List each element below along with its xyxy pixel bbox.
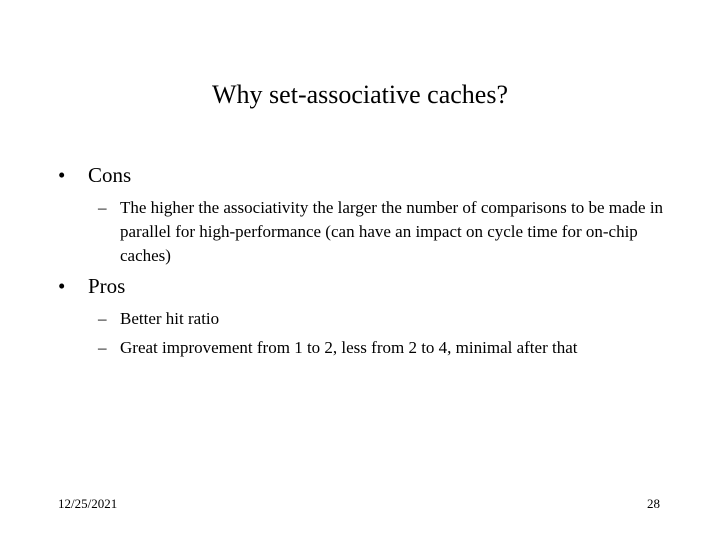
cons-item-text: The higher the associativity the larger the number of comparisons to be made in parallel for high-performance (can have an impact on cycle time for on-chip caches): [120, 198, 664, 265]
bullet-cons: [58, 162, 131, 188]
footer-page-number: 28: [647, 496, 660, 511]
bullet-heading-pros: Pros: [88, 274, 126, 298]
cons-item-1: [98, 196, 678, 268]
sub-bullet-dash: –: [98, 338, 107, 357]
pros-item-text: Great improvement from 1 to 2, less from 2 to 4, minimal after that: [120, 338, 578, 357]
bullet-heading-cons: Cons: [88, 163, 132, 187]
footer-date: 12/25/2021: [58, 496, 118, 511]
sub-bullet-dash: –: [98, 309, 107, 328]
pros-item-2: [98, 336, 678, 360]
slide-title: Why set-associative caches?: [212, 80, 508, 109]
pros-item-text: Better hit ratio: [120, 309, 220, 328]
sub-bullet-dash: –: [98, 198, 107, 217]
pros-item-1: [98, 307, 678, 331]
bullet-marker: •: [58, 274, 66, 298]
bullet-marker: •: [58, 163, 66, 187]
bullet-pros: [58, 273, 125, 299]
